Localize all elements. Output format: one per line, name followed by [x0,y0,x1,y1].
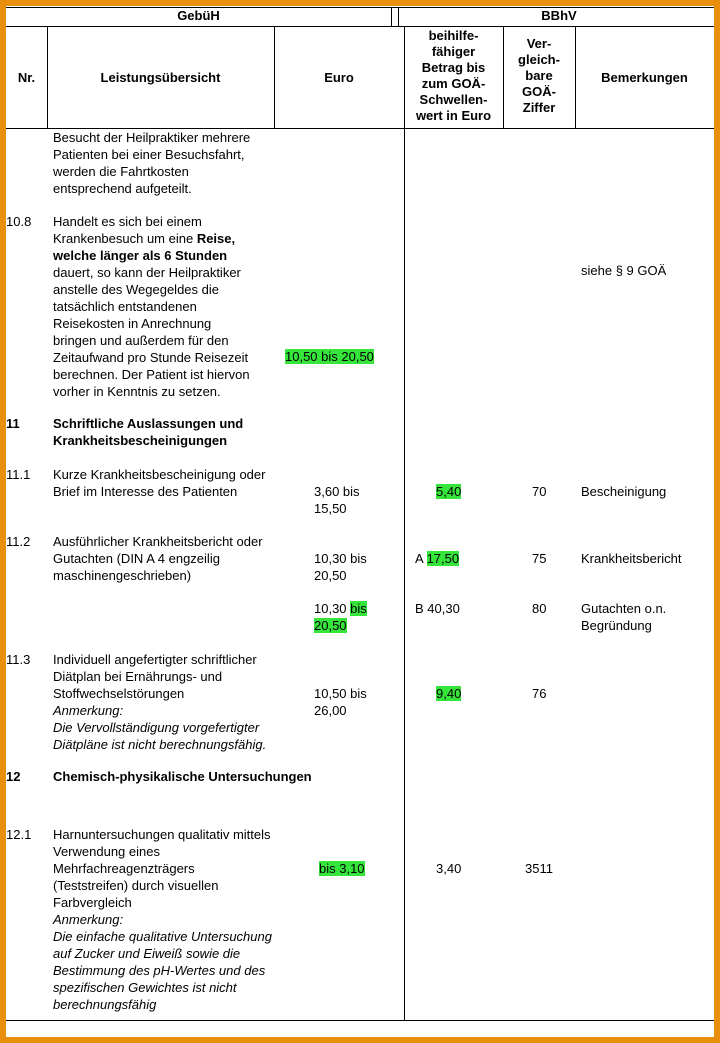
header-bemerkungen: Bemerkungen [601,70,688,85]
row-11-2-bemerkung-b: Gutachten o.n. Begründung [581,601,667,633]
row-11-2-betrag-b: B 40,30 [415,601,460,616]
intro-text: Besucht der Heilpraktiker mehrere Patienten bei einer Besuchsfahrt, werden die Fahrtkosten entsprechend aufgeteilt. [53,130,251,196]
row-11-1-euro: 3,60 bis 15,50 [314,484,360,516]
section-12-title: Chemisch-physikalische Untersuchungen [53,769,312,784]
header-leistungsuebersicht: Leistungsübersicht [100,70,221,85]
row-11-1-ziffer: 70 [532,484,547,499]
header-bbhv: BBhV [541,8,577,23]
row-11-2-ziffer-b: 80 [532,601,547,616]
header-nr: Nr. [17,70,36,85]
row-12-1-nr: 12.1 [6,827,32,842]
row-12-1-ziffer: 3511 [525,861,553,876]
row-11-2-nr: 11.2 [6,534,31,549]
row-11-1-betrag: 5,40 [436,484,462,499]
row-11-3-euro: 10,50 bis 26,00 [314,686,367,718]
section-11-title: Schriftliche Auslassungen und Krankheitsbescheinigungen [53,416,244,448]
row-12-1-betrag: 3,40 [436,861,462,876]
header-vergleichbare-ziffer: Ver- gleich- bare GOÄ- Ziffer [518,36,560,115]
row-11-2-euro-b: 10,30 bis 20,50 [314,601,367,633]
row-10-8-euro: 10,50 bis 20,50 [285,349,374,364]
row-11-2-bemerkung-a: Krankheitsbericht [581,551,682,566]
row-11-3-betrag: 9,40 [436,686,462,701]
row-12-1-euro: bis 3,10 [319,861,365,876]
row-10-8-text: Handelt es sich bei einem Krankenbesuch um eine Reise, welche länger als 6 Stunden dauert, so kann der Heilpraktiker anstelle des Wegegeldes die tatsächlich entstandenen Reisekosten in Anrechnung bringen und außerdem für den Zeitaufwand pro Stunde Reisezeit berechnen. Der Patient ist hiervon vorher in Kenntnis zu setzen. [53,214,250,399]
row-11-2-betrag-a: A 17,50 [415,551,460,566]
row-10-8-nr: 10.8 [6,214,32,229]
section-12-nr: 12 [6,769,21,784]
row-11-2-euro-a: 10,30 bis 20,50 [314,551,367,583]
section-11-nr: 11 [6,416,20,431]
row-11-3-text: Individuell angefertigter schriftlicher Diätplan bei Ernährungs- und Stoffwechselstörungen Anmerkung: Die Vervollständigung vorgefertigter Diätpläne ist nicht berechnungsfähig. [53,652,267,752]
col-divider-gebueh-1 [391,7,392,27]
header-divider [6,26,714,27]
row-11-1-nr: 11.1 [6,467,31,482]
col-divider-euro [404,26,405,1020]
header-beihilfe: beihilfe- fähiger Betrag bis zum GOÄ- Schwellen- wert in Euro [415,28,492,123]
row-11-3-nr: 11.3 [6,652,31,667]
row-11-1-text: Kurze Krankheitsbescheinigung oder Brief im Interesse des Patienten [53,467,266,499]
header-euro: Euro [324,70,354,85]
row-11-3-ziffer: 76 [532,686,547,701]
row-11-1-bemerkung: Bescheinigung [581,484,667,499]
table-bottom-border [6,1020,714,1021]
row-11-2-text: Ausführlicher Krankheitsbericht oder Gutachten (DIN A 4 engzeilig maschinengeschrieben) [53,534,263,583]
col-divider-gebueh-2 [398,7,399,27]
row-10-8-bemerkung: siehe § 9 GOÄ [581,263,667,278]
document-page [6,6,714,1037]
row-11-2-ziffer-a: 75 [532,551,547,566]
header-gebueh: GebüH [177,8,220,23]
row-12-1-text: Harnuntersuchungen qualitativ mittels Verwendung eines Mehrfachreagenzträgers (Teststreifen) durch visuellen Farbvergleich Anmerkung: Die einfache qualitative Untersuchung auf Zucker und Eiweiß sowie die Bestimmung des pH-Wertes und des spezifischen Gewichtes ist nicht berechnungsfähig [53,827,272,1012]
